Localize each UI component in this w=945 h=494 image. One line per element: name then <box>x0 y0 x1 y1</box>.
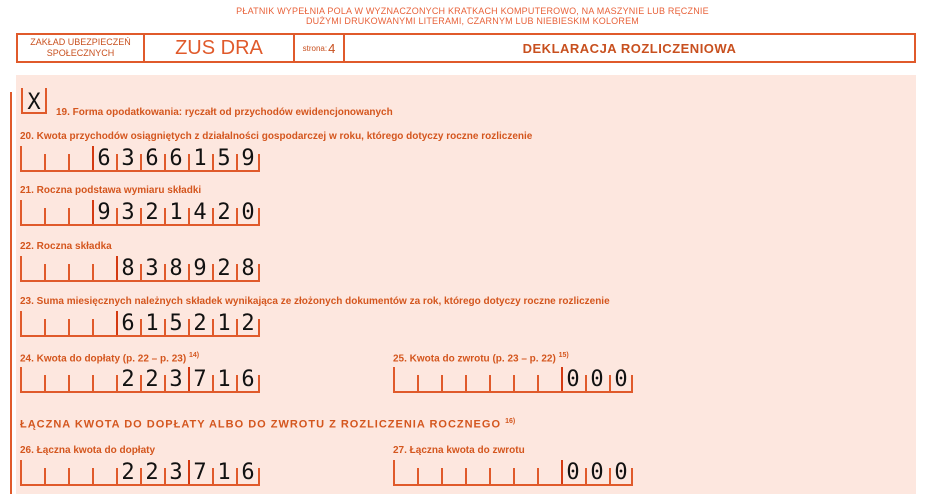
digit-cell[interactable] <box>68 311 92 337</box>
digit-cell[interactable] <box>561 460 585 486</box>
notice-line-2: DUŻYMI DRUKOWANYMI LITERAMI, CZARNYM LUB NIEBIESKIM KOLOREM <box>305 16 639 26</box>
digit-cell[interactable] <box>164 256 188 282</box>
digit-cell[interactable] <box>236 367 260 393</box>
digit-cell[interactable] <box>116 200 140 226</box>
digit-value: 0 <box>614 460 628 485</box>
digit-value: 9 <box>193 256 207 281</box>
digit-cell[interactable] <box>92 200 116 226</box>
field-24-footnote: 14) <box>188 352 200 359</box>
digit-cell[interactable] <box>188 256 212 282</box>
digit-cell[interactable] <box>116 146 140 172</box>
digit-value: 5 <box>169 311 183 336</box>
digit-value: 8 <box>241 256 255 281</box>
digit-cell[interactable] <box>20 256 44 282</box>
digit-cell[interactable] <box>116 367 140 393</box>
digit-value: 1 <box>145 311 159 336</box>
digit-cell[interactable] <box>188 460 212 486</box>
digit-cell[interactable] <box>44 311 68 337</box>
digit-cell[interactable] <box>44 200 68 226</box>
digit-cell[interactable] <box>537 367 561 393</box>
digit-cell[interactable] <box>188 146 212 172</box>
field-25-label <box>393 352 569 364</box>
digit-cell[interactable] <box>68 146 92 172</box>
digit-cell[interactable] <box>68 367 92 393</box>
field-20-label: 20. Kwota przychodów osiągniętych z działalności gospodarczej w roku, którego dotyczy roczne rozliczenie <box>20 131 533 142</box>
field-19-mark: X <box>27 90 41 115</box>
field-24-label-text: 24. Kwota do dopłaty (p. 22 – p. 23) <box>20 353 187 365</box>
digit-cell[interactable] <box>140 146 164 172</box>
digit-cell[interactable] <box>44 460 68 486</box>
digit-cell[interactable] <box>20 367 44 393</box>
digit-cell[interactable] <box>140 367 164 393</box>
institution-name <box>18 35 145 61</box>
digit-cell[interactable] <box>44 146 68 172</box>
field-22-input[interactable] <box>20 256 260 282</box>
digit-cell[interactable] <box>164 200 188 226</box>
digit-value: 0 <box>590 367 604 392</box>
digit-value: 2 <box>217 256 231 281</box>
digit-cell[interactable] <box>68 200 92 226</box>
digit-cell[interactable] <box>188 367 212 393</box>
digit-cell[interactable] <box>92 146 116 172</box>
digit-value: 1 <box>217 311 231 336</box>
section-footnote: 16) <box>505 418 516 425</box>
digit-cell[interactable] <box>236 146 260 172</box>
digit-value: 2 <box>145 460 159 485</box>
digit-cell[interactable] <box>417 367 441 393</box>
digit-cell[interactable] <box>68 460 92 486</box>
field-22-label: 22. Roczna składka <box>20 241 112 252</box>
field-27-label: 27. Łączna kwota do zwrotu <box>393 445 525 456</box>
digit-cell[interactable] <box>465 367 489 393</box>
digit-cell[interactable] <box>20 146 44 172</box>
form-code: ZUS DRA <box>145 35 295 61</box>
digit-cell[interactable] <box>20 311 44 337</box>
digit-value: 3 <box>121 200 135 225</box>
digit-cell[interactable] <box>164 311 188 337</box>
digit-value: 7 <box>193 460 207 485</box>
field-24-label <box>20 352 199 364</box>
digit-cell[interactable] <box>116 256 140 282</box>
digit-cell[interactable] <box>116 311 140 337</box>
digit-cell[interactable] <box>92 460 116 486</box>
digit-value: 1 <box>217 367 231 392</box>
section-heading <box>20 418 515 431</box>
digit-cell[interactable] <box>417 460 441 486</box>
digit-value: 5 <box>217 146 231 171</box>
digit-value: 3 <box>169 367 183 392</box>
digit-cell[interactable] <box>489 460 513 486</box>
digit-cell[interactable] <box>236 311 260 337</box>
field-24-input[interactable] <box>20 367 260 393</box>
field-23-input[interactable] <box>20 311 260 337</box>
digit-value: 6 <box>97 146 111 171</box>
digit-cell[interactable] <box>44 256 68 282</box>
digit-cell[interactable] <box>441 367 465 393</box>
digit-cell[interactable] <box>140 200 164 226</box>
digit-cell[interactable] <box>164 146 188 172</box>
digit-cell[interactable] <box>92 367 116 393</box>
field-19-label: 19. Forma opodatkowania: ryczałt od przychodów ewidencjonowanych <box>56 107 393 118</box>
digit-cell[interactable] <box>236 256 260 282</box>
digit-cell[interactable] <box>465 460 489 486</box>
section-title: ŁĄCZNA KWOTA DO DOPŁATY ALBO DO ZWROTU Z ROZLICZENIA ROCZNEGO <box>20 418 501 431</box>
digit-cell[interactable] <box>393 460 417 486</box>
digit-cell[interactable] <box>236 200 260 226</box>
digit-cell[interactable] <box>188 311 212 337</box>
section-left-rule <box>10 92 12 494</box>
digit-cell[interactable] <box>164 460 188 486</box>
digit-value: 2 <box>145 200 159 225</box>
digit-cell[interactable] <box>609 367 633 393</box>
digit-cell[interactable] <box>585 460 609 486</box>
digit-value: 2 <box>241 311 255 336</box>
digit-cell[interactable] <box>92 256 116 282</box>
digit-cell[interactable] <box>212 460 236 486</box>
digit-cell[interactable] <box>537 460 561 486</box>
digit-value: 1 <box>193 146 207 171</box>
digit-value: 2 <box>145 367 159 392</box>
digit-value: 6 <box>145 146 159 171</box>
digit-cell[interactable] <box>68 256 92 282</box>
digit-value: 3 <box>145 256 159 281</box>
digit-cell[interactable] <box>44 367 68 393</box>
digit-cell[interactable] <box>585 367 609 393</box>
digit-value: 0 <box>590 460 604 485</box>
institution-line-1: ZAKŁAD UBEZPIECZEŃ <box>30 37 131 47</box>
digit-value: 8 <box>121 256 135 281</box>
digit-value: 2 <box>217 200 231 225</box>
digit-value: 3 <box>121 146 135 171</box>
page-label: strona: <box>302 43 328 53</box>
digit-value: 2 <box>121 460 135 485</box>
field-19-checkbox[interactable] <box>21 88 47 114</box>
digit-cell[interactable] <box>212 256 236 282</box>
field-21-input[interactable] <box>20 200 260 226</box>
digit-value: 0 <box>566 460 580 485</box>
digit-cell[interactable] <box>561 367 585 393</box>
page-number: 4 <box>328 40 336 56</box>
digit-value: 2 <box>121 367 135 392</box>
field-25-label-text: 25. Kwota do zwrotu (p. 23 – p. 22) <box>393 353 556 365</box>
digit-cell[interactable] <box>609 460 633 486</box>
instructions-notice <box>0 6 945 26</box>
digit-value: 1 <box>169 200 183 225</box>
field-25-footnote: 15) <box>558 352 569 359</box>
digit-value: 8 <box>169 256 183 281</box>
notice-line-1: PŁATNIK WYPEŁNIA POLA W WYZNACZONYCH KRATKACH KOMPUTEROWO, NA MASZYNIE LUB RĘCZNIE <box>236 6 709 16</box>
digit-value: 9 <box>241 146 255 171</box>
digit-value: 2 <box>193 311 207 336</box>
digit-value: 0 <box>614 367 628 392</box>
digit-value: 6 <box>241 460 255 485</box>
digit-cell[interactable] <box>20 460 44 486</box>
digit-value: 3 <box>169 460 183 485</box>
digit-cell[interactable] <box>513 460 537 486</box>
field-27-input[interactable] <box>393 460 633 486</box>
digit-value: 9 <box>97 200 111 225</box>
page-indicator <box>295 35 345 61</box>
digit-value: 6 <box>121 311 135 336</box>
digit-cell[interactable] <box>236 460 260 486</box>
digit-cell[interactable] <box>164 367 188 393</box>
digit-cell[interactable] <box>212 367 236 393</box>
field-25-input[interactable] <box>393 367 633 393</box>
institution-line-2: SPOŁECZNYCH <box>46 48 115 58</box>
digit-value: 7 <box>193 367 207 392</box>
digit-value: 0 <box>241 200 255 225</box>
digit-cell[interactable] <box>140 311 164 337</box>
field-26-label: 26. Łączna kwota do dopłaty <box>20 445 156 456</box>
digit-cell[interactable] <box>20 200 44 226</box>
digit-cell[interactable] <box>393 367 417 393</box>
form-title: DEKLARACJA ROZLICZENIOWA <box>522 40 737 56</box>
digit-cell[interactable] <box>92 311 116 337</box>
field-20-input[interactable] <box>20 146 260 172</box>
digit-value: 6 <box>241 367 255 392</box>
digit-cell[interactable] <box>513 367 537 393</box>
digit-cell[interactable] <box>489 367 513 393</box>
digit-cell[interactable] <box>116 460 140 486</box>
field-21-label: 21. Roczna podstawa wymiaru składki <box>20 185 202 196</box>
digit-cell[interactable] <box>212 200 236 226</box>
digit-cell[interactable] <box>212 311 236 337</box>
digit-value: 1 <box>217 460 231 485</box>
digit-cell[interactable] <box>140 460 164 486</box>
digit-cell[interactable] <box>441 460 465 486</box>
digit-value: 6 <box>169 146 183 171</box>
form-header <box>16 33 916 63</box>
field-26-input[interactable] <box>20 460 260 486</box>
digit-cell[interactable] <box>212 146 236 172</box>
digit-value: 4 <box>193 200 207 225</box>
digit-cell[interactable] <box>140 256 164 282</box>
field-23-label: 23. Suma miesięcznych należnych składek wynikająca ze złożonych dokumentów za rok, którego dotyczy roczne rozliczenie <box>20 296 610 307</box>
digit-cell[interactable] <box>188 200 212 226</box>
digit-value: 0 <box>566 367 580 392</box>
